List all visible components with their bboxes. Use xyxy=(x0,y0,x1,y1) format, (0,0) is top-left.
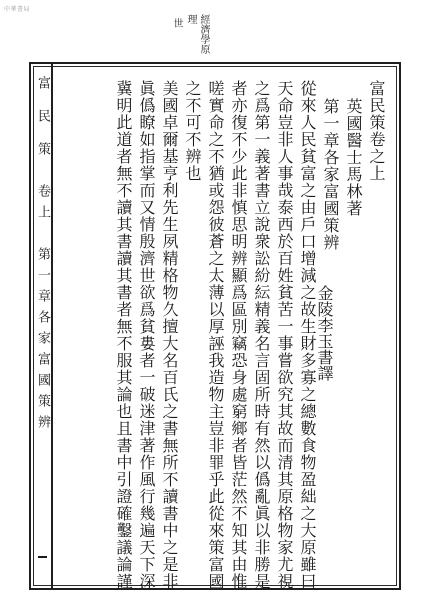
library-stamp: 中華書局 xyxy=(4,6,31,13)
body-line: 嗟實命之不猶或怨彼蒼之太薄以厚誣我造物主豈非罪乎此從來策富國 xyxy=(206,80,225,590)
body-line: 眞僞瞭如指掌而又情殷濟世欲爲貧婁者一破迷津著作風行幾遍天下深 xyxy=(137,80,156,590)
spine-mark xyxy=(38,556,47,558)
author-line: 英國醫士馬林著 xyxy=(344,98,363,217)
translator-line: 金陵李玉書譯 xyxy=(315,285,334,381)
translator-column xyxy=(296,80,336,560)
body-line: 者亦復不少此非慎思明辨顯爲區別竊恐身處窮鄉者皆茫然不知其由惟 xyxy=(229,80,248,590)
body-line: 之爲第一義著書立說衆訟紛紜精義名言固所時有然以僞亂眞以非勝是 xyxy=(252,80,271,590)
spine-rule xyxy=(51,62,53,590)
chapter-title: 第一章各家富國策辨 xyxy=(321,98,340,251)
body-line: 從來人民貧富之由戶口增減之故生財多寡之總數食物盈絀之大原雖曰 xyxy=(298,80,317,590)
body-line: 美國卓爾基亨利先生夙精格物久擅大名百氏之書無所不讀書中之是非 xyxy=(160,80,179,590)
corner-label xyxy=(170,14,212,58)
book-title: 富民策卷之上 xyxy=(367,80,386,182)
body-line: 之不可不辨也 xyxy=(183,80,202,182)
body-line: 天命豈非人事哉泰西於百姓貧苦一事嘗欲究其故而清其原格物家尤視 xyxy=(275,80,294,590)
main-text xyxy=(58,80,388,590)
corner-label-series: 經濟學原理 xyxy=(185,14,209,54)
spine-caption: 富 民 策 卷上 第一章各家富國策辨 xyxy=(35,76,50,437)
body-line: 冀明此道者無不讀其書讀其書者無不服其論也且書中引證確鑿議論謹 xyxy=(114,80,133,590)
corner-label-mark: 世 xyxy=(171,18,182,28)
